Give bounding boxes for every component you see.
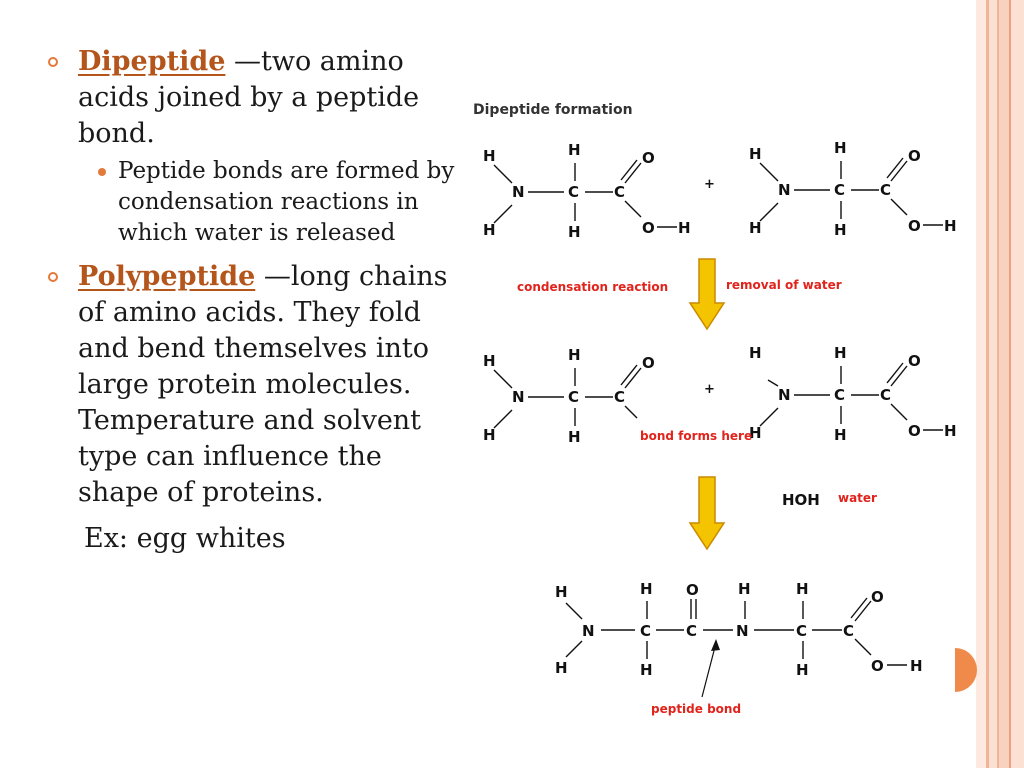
atom-c: C [880,181,892,199]
pointer-line [702,643,716,697]
circle-bullet-icon [48,57,58,67]
atom-c: C [640,622,652,640]
atom-h: H [483,426,496,444]
atom-n: N [512,183,525,201]
atom-h: H [568,428,581,446]
diagram-svg [470,95,978,735]
atom-h: H [640,661,653,679]
amino-acid-1-atoms [483,141,691,241]
atom-h: H [555,583,568,601]
atom-h: H [749,145,762,163]
atom-c: C [880,386,892,404]
border-stripe [1011,0,1024,768]
atom-h: H [568,141,581,159]
atom-h: H [944,217,957,235]
subbullet-text: Peptide bonds are formed by condensation reactions in which water is released [118,158,455,246]
bullet-text: —two amino acids joined by a peptide bond. [78,46,420,149]
atom-h: H [483,221,496,239]
bullet-text: —long chains of amino acids. They fold and bend themselves into large protein molecules. Temperature and solvent type can influence the shape of proteins. [78,261,448,508]
diagram-title: Dipeptide formation [473,102,633,118]
label-peptide-bond: peptide bond [651,702,742,716]
atom-c: C [843,622,855,640]
border-stripe [989,0,997,768]
atom-h: H [796,580,809,598]
label-condensation-reaction: condensation reaction [517,280,669,294]
atom-h: H [834,139,847,157]
example-text: Ex: egg whites [84,523,286,554]
bullet-dipeptide [48,44,468,152]
dipeptide-formation-diagram [470,95,978,735]
label-removal-of-water: removal of water [726,278,842,292]
atom-n: N [778,386,791,404]
atom-h: H [568,223,581,241]
atom-h: H [483,352,496,370]
border-stripe [999,0,1009,768]
atom-c: C [614,183,626,201]
pointer-arrowhead [711,639,720,651]
atom-n: N [736,622,749,640]
label-bond-forms-here: bond forms here [640,429,753,443]
atom-h: H [568,346,581,364]
atom-c: C [834,386,846,404]
plus-sign: + [704,177,715,192]
atom-o: O [908,217,921,235]
atom-h: H [483,147,496,165]
atom-o: O [908,147,921,165]
term-polypeptide: Polypeptide [78,261,256,292]
subbullet-peptide-bonds [118,156,468,249]
plus-sign: + [704,382,715,397]
amino-acid-3-atoms [483,346,655,446]
amino-acid-2-atoms [749,139,957,239]
atom-o: O [642,149,655,167]
atom-h: H [796,661,809,679]
dot-bullet-icon [98,168,106,176]
down-arrow [690,477,724,549]
atom-o: O [871,657,884,675]
atom-n: N [778,181,791,199]
atom-o: O [642,354,655,372]
amino-acid-4-atoms [749,344,957,444]
atom-h: H [834,344,847,362]
atom-h: H [944,422,957,440]
atom-o: O [908,352,921,370]
atom-h: H [749,344,762,362]
label-water: water [838,491,877,505]
atom-n: N [582,622,595,640]
term-dipeptide: Dipeptide [78,46,226,77]
atom-h: H [834,221,847,239]
atom-o: O [871,588,884,606]
water-formula: HOH [782,491,820,509]
atom-h: H [640,580,653,598]
atom-h: H [749,219,762,237]
atom-h: H [678,219,691,237]
circle-bullet-icon [48,272,58,282]
atom-n: N [512,388,525,406]
atom-c: C [834,181,846,199]
atom-c: C [614,388,626,406]
slide-text-column [48,44,468,557]
atom-c: C [568,183,580,201]
atom-h: H [749,424,762,442]
atom-c: C [686,622,698,640]
down-arrow [690,259,724,329]
atom-h: H [555,659,568,677]
atom-o: O [686,581,699,599]
atom-h: H [834,426,847,444]
bullet-polypeptide [48,259,468,511]
atom-o: O [908,422,921,440]
atom-o: O [642,219,655,237]
atom-h: H [910,657,923,675]
atom-c: C [796,622,808,640]
atom-c: C [568,388,580,406]
atom-h: H [738,580,751,598]
